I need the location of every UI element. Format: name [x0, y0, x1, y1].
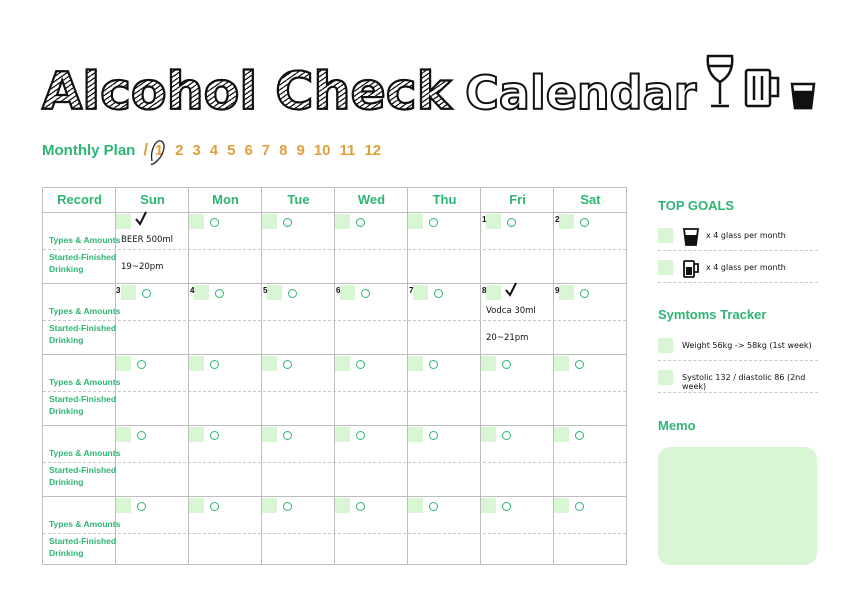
row-label-types: Types & Amounts: [49, 519, 121, 529]
day-cell[interactable]: [116, 497, 188, 567]
drinking-time: 19~20pm: [121, 262, 164, 272]
record-header: Record: [57, 192, 102, 207]
title-part-1: Alcohol Check: [42, 62, 452, 122]
status-circle[interactable]: [215, 289, 224, 298]
day-cell[interactable]: [335, 284, 407, 354]
row-label-drinking: Drinking: [49, 264, 84, 274]
day-check-box[interactable]: [408, 356, 423, 371]
status-circle[interactable]: [434, 289, 443, 298]
day-cell[interactable]: [335, 355, 407, 425]
day-check-box[interactable]: [267, 285, 282, 300]
monthly-plan-label: Monthly Plan: [42, 141, 136, 159]
goal-text: x 4 glass per month: [706, 231, 786, 240]
day-check-box[interactable]: [554, 356, 569, 371]
day-check-box[interactable]: [194, 285, 209, 300]
drink-type-amount: BEER 500ml: [121, 235, 174, 245]
row-label-started: Started-Finished: [49, 465, 117, 475]
day-check-box[interactable]: [189, 427, 204, 442]
status-circle[interactable]: [575, 502, 584, 511]
day-check-box[interactable]: [413, 285, 428, 300]
status-circle[interactable]: [429, 218, 438, 227]
day-cell[interactable]: [262, 426, 334, 496]
beer-mug-icon: [746, 70, 778, 106]
goal-row: [658, 252, 818, 283]
month-11[interactable]: 11: [339, 141, 356, 159]
row-label-drinking: Drinking: [49, 477, 84, 487]
day-check-box[interactable]: [335, 498, 350, 513]
symptom-text: Weight 56kg -> 58kg (1st week): [682, 341, 812, 350]
wine-glass-icon: [708, 56, 733, 106]
day-check-box[interactable]: [340, 285, 355, 300]
memo-box[interactable]: [658, 447, 817, 565]
day-check-box[interactable]: [189, 356, 204, 371]
goal-check-box[interactable]: [658, 228, 673, 243]
month-8[interactable]: 8: [279, 141, 288, 159]
date-number: 2: [555, 215, 560, 224]
day-cell[interactable]: [335, 497, 407, 567]
symptom-text: Systolic 132 / diastolic 86 (2nd week): [682, 373, 806, 391]
row-label-started: Started-Finished: [49, 536, 117, 546]
day-check-box[interactable]: [335, 427, 350, 442]
day-check-box[interactable]: [116, 427, 131, 442]
row-label-started: Started-Finished: [49, 323, 117, 333]
status-circle[interactable]: [283, 431, 292, 440]
status-circle[interactable]: [210, 431, 219, 440]
beer-mug-icon: [682, 258, 700, 278]
date-number: 9: [555, 286, 560, 295]
status-circle[interactable]: [502, 360, 511, 369]
status-circle[interactable]: [356, 431, 365, 440]
day-check-box[interactable]: [262, 498, 277, 513]
monthly-plan: [42, 138, 390, 162]
symptom-check-box[interactable]: [658, 338, 673, 353]
day-check-box[interactable]: [116, 498, 131, 513]
day-cell[interactable]: [262, 497, 334, 567]
day-cell[interactable]: [189, 213, 261, 283]
day-cell[interactable]: [554, 284, 626, 354]
status-circle[interactable]: [575, 431, 584, 440]
row-label-drinking: Drinking: [49, 335, 84, 345]
day-check-box[interactable]: [481, 427, 496, 442]
page-title: [42, 52, 696, 122]
row-label-started: Started-Finished: [49, 252, 117, 262]
current-month-marker: [146, 136, 172, 166]
day-cell[interactable]: [408, 497, 480, 567]
day-cell[interactable]: [481, 213, 553, 283]
day-cell[interactable]: [116, 213, 188, 283]
title-part-2: Calendar: [465, 66, 697, 120]
day-check-box[interactable]: [335, 214, 350, 229]
day-cell[interactable]: [554, 355, 626, 425]
status-circle[interactable]: [429, 360, 438, 369]
status-circle[interactable]: [502, 502, 511, 511]
day-cell[interactable]: [554, 213, 626, 283]
symptom-check-box[interactable]: [658, 370, 673, 385]
row-label-types: Types & Amounts: [49, 306, 121, 316]
month-5[interactable]: 5: [227, 141, 236, 159]
status-circle[interactable]: [356, 218, 365, 227]
day-check-box[interactable]: [189, 498, 204, 513]
day-cell[interactable]: [554, 497, 626, 567]
day-check-box[interactable]: [116, 214, 131, 229]
day-cell[interactable]: [189, 426, 261, 496]
status-circle[interactable]: [137, 502, 146, 511]
month-10[interactable]: 10: [313, 141, 331, 159]
status-circle[interactable]: [283, 360, 292, 369]
day-cell[interactable]: [189, 497, 261, 567]
status-circle[interactable]: [580, 289, 589, 298]
status-circle[interactable]: [429, 431, 438, 440]
status-circle[interactable]: [580, 218, 589, 227]
day-cell[interactable]: [408, 284, 480, 354]
day-cell[interactable]: [481, 284, 553, 354]
day-check-box[interactable]: [481, 498, 496, 513]
day-header-tue: Tue: [287, 192, 310, 207]
day-cell[interactable]: [116, 426, 188, 496]
row-label-types: Types & Amounts: [49, 448, 121, 458]
month-6[interactable]: 6: [244, 141, 253, 159]
drinking-time: 20~21pm: [486, 333, 529, 343]
drink-type-amount: Vodca 30ml: [486, 306, 536, 316]
goal-row: [658, 220, 818, 251]
day-header-fri: Fri: [509, 192, 526, 207]
month-12[interactable]: 12: [364, 141, 382, 159]
day-cell[interactable]: [408, 213, 480, 283]
day-check-box[interactable]: [262, 356, 277, 371]
month-1[interactable]: 1: [152, 142, 166, 159]
day-check-box[interactable]: [116, 356, 131, 371]
symptoms-heading: Symtoms Tracker: [658, 307, 767, 322]
day-cell[interactable]: [116, 355, 188, 425]
day-header-thu: Thu: [432, 192, 457, 207]
status-circle[interactable]: [283, 218, 292, 227]
day-check-box[interactable]: [408, 498, 423, 513]
day-cell[interactable]: [408, 426, 480, 496]
day-cell[interactable]: [481, 355, 553, 425]
day-check-box[interactable]: [408, 214, 423, 229]
goal-check-box[interactable]: [658, 260, 673, 275]
symptom-row: [658, 330, 818, 361]
row-label-drinking: Drinking: [49, 406, 84, 416]
day-check-box[interactable]: [262, 214, 277, 229]
day-check-box[interactable]: [335, 356, 350, 371]
status-circle[interactable]: [210, 360, 219, 369]
day-check-box[interactable]: [559, 285, 574, 300]
month-2[interactable]: 2: [175, 141, 184, 159]
check-mark-icon: [134, 211, 148, 227]
status-circle[interactable]: [283, 502, 292, 511]
day-cell[interactable]: [262, 213, 334, 283]
status-circle[interactable]: [502, 431, 511, 440]
date-number: 1: [482, 215, 487, 224]
day-cell[interactable]: [554, 426, 626, 496]
day-cell[interactable]: [481, 497, 553, 567]
calendar-table: [42, 187, 627, 565]
day-check-box[interactable]: [189, 214, 204, 229]
day-check-box[interactable]: [481, 356, 496, 371]
day-check-box[interactable]: [554, 427, 569, 442]
goal-text: x 4 glass per month: [706, 263, 786, 272]
date-number: 7: [409, 286, 414, 295]
date-number: 4: [190, 286, 195, 295]
shot-glass-icon: [682, 226, 700, 246]
status-circle[interactable]: [210, 218, 219, 227]
day-check-box[interactable]: [262, 427, 277, 442]
status-circle[interactable]: [137, 431, 146, 440]
month-7[interactable]: 7: [261, 141, 271, 159]
date-number: 3: [116, 286, 121, 295]
date-number: 8: [482, 286, 487, 295]
day-cell[interactable]: [335, 213, 407, 283]
status-circle[interactable]: [575, 360, 584, 369]
row-label-types: Types & Amounts: [49, 235, 121, 245]
month-9[interactable]: 9: [296, 141, 305, 159]
memo-heading: Memo: [658, 418, 696, 433]
status-circle[interactable]: [361, 289, 370, 298]
day-cell[interactable]: [189, 284, 261, 354]
day-cell[interactable]: [116, 284, 188, 354]
status-circle[interactable]: [356, 360, 365, 369]
status-circle[interactable]: [429, 502, 438, 511]
status-circle[interactable]: [288, 289, 297, 298]
status-circle[interactable]: [356, 502, 365, 511]
date-number: 5: [263, 286, 268, 295]
shot-glass-icon: [792, 84, 814, 108]
row-label-started: Started-Finished: [49, 394, 117, 404]
top-goals-heading: TOP GOALS: [658, 198, 735, 213]
month-3[interactable]: 3: [192, 141, 201, 159]
title-icons: [704, 52, 822, 112]
row-label-drinking: Drinking: [49, 548, 84, 558]
day-cell[interactable]: [262, 284, 334, 354]
day-check-box[interactable]: [486, 214, 501, 229]
check-mark-icon: [504, 282, 518, 298]
day-cell[interactable]: [335, 426, 407, 496]
day-header-mon: Mon: [212, 192, 239, 207]
day-cell[interactable]: [262, 355, 334, 425]
day-header-sat: Sat: [580, 192, 601, 207]
status-circle[interactable]: [142, 289, 151, 298]
day-cell[interactable]: [481, 426, 553, 496]
status-circle[interactable]: [507, 218, 516, 227]
status-circle[interactable]: [137, 360, 146, 369]
day-check-box[interactable]: [559, 214, 574, 229]
row-label-types: Types & Amounts: [49, 377, 121, 387]
day-check-box[interactable]: [486, 285, 501, 300]
date-number: 6: [336, 286, 341, 295]
day-check-box[interactable]: [121, 285, 136, 300]
day-header-sun: Sun: [140, 192, 165, 207]
day-header-wed: Wed: [357, 192, 386, 207]
status-circle[interactable]: [210, 502, 219, 511]
symptom-row: [658, 362, 818, 393]
day-cell[interactable]: [189, 355, 261, 425]
monthly-plan-slash: /: [143, 140, 149, 159]
day-check-box[interactable]: [554, 498, 569, 513]
day-cell[interactable]: [408, 355, 480, 425]
month-list: [152, 142, 390, 159]
month-4[interactable]: 4: [209, 141, 219, 159]
day-check-box[interactable]: [408, 427, 423, 442]
